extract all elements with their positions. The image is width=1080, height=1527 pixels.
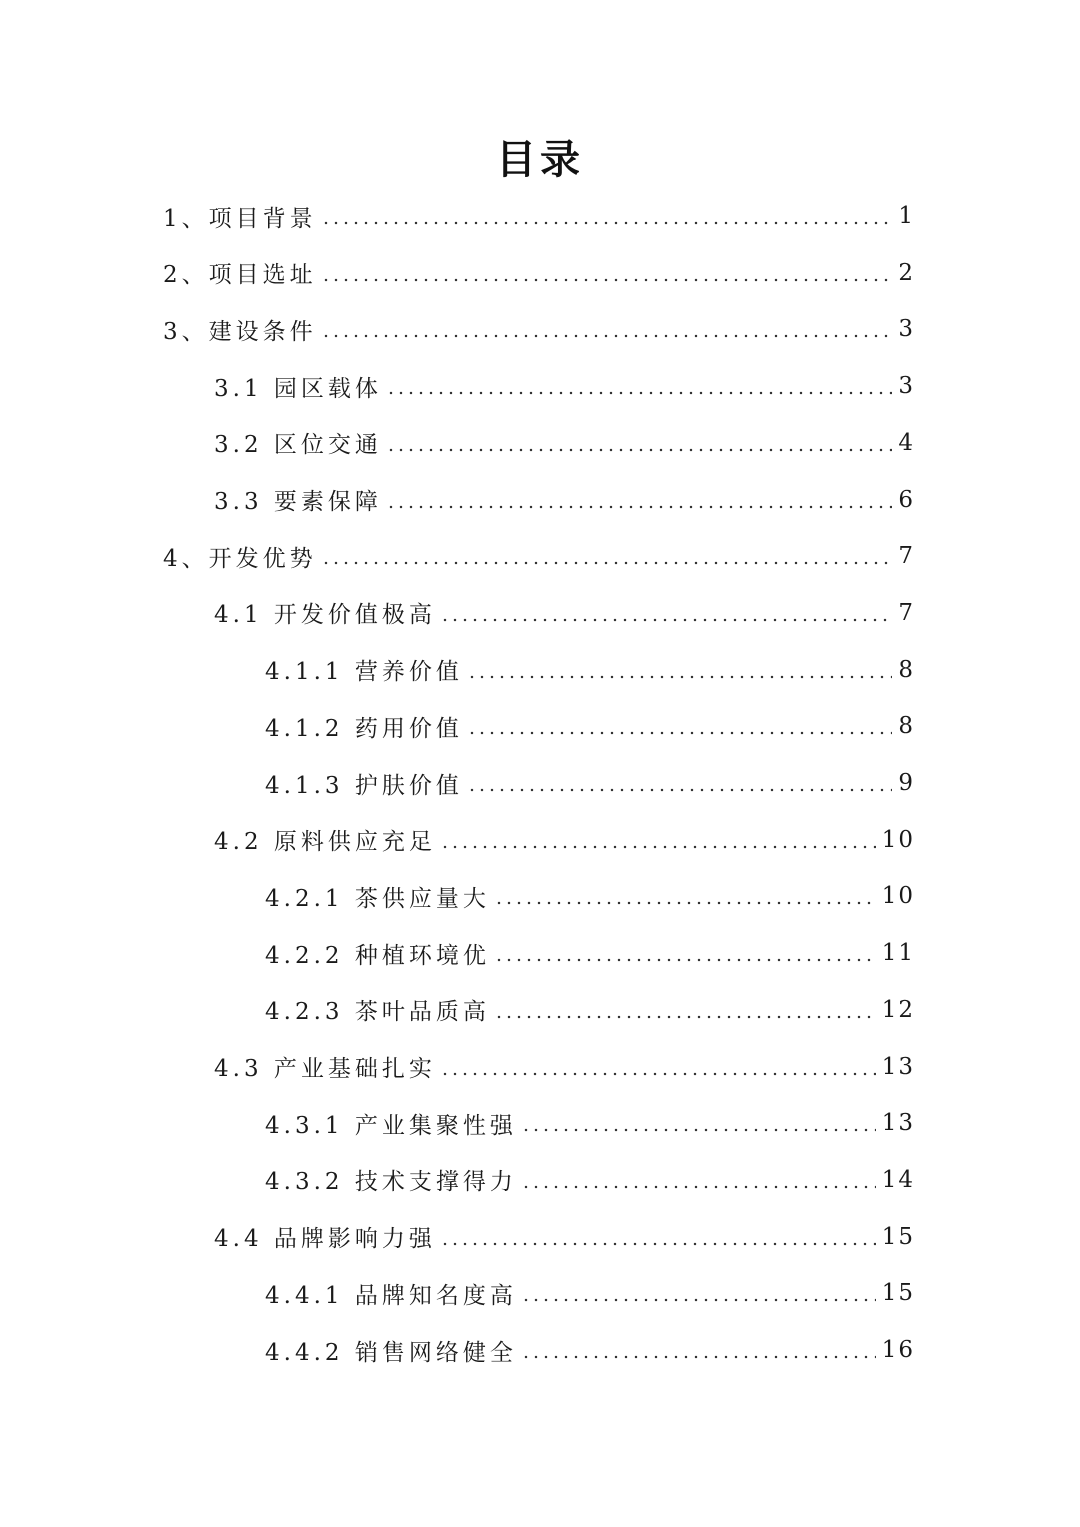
toc-entry[interactable] xyxy=(265,1103,915,1143)
dot-leader xyxy=(467,675,893,679)
dot-leader xyxy=(467,788,893,792)
toc-page-number: 11 xyxy=(881,940,915,967)
toc-entry[interactable] xyxy=(163,253,915,293)
toc-page-number: 13 xyxy=(881,1110,915,1137)
toc-entry-text: 4.2.3 茶叶品质高 xyxy=(265,999,490,1026)
toc-page-number: 6 xyxy=(898,486,915,513)
toc-page-number: 10 xyxy=(881,883,915,910)
toc-entry[interactable] xyxy=(265,1160,915,1200)
toc-entry-text: 4.3.1 产业集聚性强 xyxy=(265,1112,517,1139)
toc-entry-text: 4.2.1 茶供应量大 xyxy=(265,885,490,912)
toc-entry-text: 4.4.2 销售网络健全 xyxy=(265,1339,517,1366)
toc-page-number: 3 xyxy=(898,316,915,343)
dot-leader xyxy=(494,958,876,962)
toc-entry-text: 4.1.2 药用价值 xyxy=(265,715,463,742)
toc-entry-text: 4.1 开发价值极高 xyxy=(214,602,436,629)
toc-entry-text: 3、建设条件 xyxy=(163,318,317,345)
toc-entry[interactable] xyxy=(214,1217,915,1257)
toc-page-number: 3 xyxy=(898,373,915,400)
dot-leader xyxy=(386,505,892,509)
dot-leader xyxy=(521,1185,876,1189)
toc-page-number: 15 xyxy=(881,1280,915,1307)
toc-entry[interactable] xyxy=(163,309,915,349)
dot-leader xyxy=(521,1355,876,1359)
toc-entry-text: 4.3.2 技术支撑得力 xyxy=(265,1169,517,1196)
dot-leader xyxy=(321,221,893,225)
toc-entry[interactable] xyxy=(265,876,915,916)
toc-entry-text: 3.1 园区载体 xyxy=(214,375,382,402)
toc-page-number: 8 xyxy=(898,713,915,740)
dot-leader xyxy=(440,1242,876,1246)
dot-leader xyxy=(440,1072,876,1076)
toc-entry-text: 3.2 区位交通 xyxy=(214,432,382,459)
toc-entry-text: 4、开发优势 xyxy=(163,545,317,572)
toc-page-number: 7 xyxy=(898,599,915,626)
toc-entry-text: 3.3 要素保障 xyxy=(214,489,382,515)
toc-entry-text: 4.4.1 品牌知名度高 xyxy=(265,1282,517,1309)
dot-leader xyxy=(321,561,893,565)
dot-leader xyxy=(440,618,892,622)
toc-page-number: 8 xyxy=(898,656,915,683)
toc-entry[interactable] xyxy=(265,650,915,690)
toc-entry[interactable] xyxy=(214,1047,915,1087)
toc-page-number: 2 xyxy=(898,259,915,286)
toc-entry[interactable] xyxy=(265,1330,915,1370)
toc-entry[interactable] xyxy=(265,1273,915,1313)
toc-page-number: 16 xyxy=(881,1337,915,1363)
toc-page-number: 15 xyxy=(881,1223,915,1250)
dot-leader xyxy=(521,1128,876,1132)
page-title: 目录 xyxy=(496,136,584,183)
toc-page-number: 12 xyxy=(881,996,915,1023)
dot-leader xyxy=(521,1298,876,1302)
toc-entry-text: 4.3 产业基础扎实 xyxy=(214,1056,436,1082)
toc-entry-text: 4.2 原料供应充足 xyxy=(214,829,436,856)
toc-entry[interactable] xyxy=(163,536,915,576)
toc-page-number: 9 xyxy=(898,770,915,796)
toc-page-number: 7 xyxy=(898,543,915,570)
toc-page-number: 4 xyxy=(898,429,915,456)
toc-entry-text: 4.1.3 护肤价值 xyxy=(265,772,463,799)
toc-page-number: 14 xyxy=(881,1166,915,1193)
toc-entry[interactable] xyxy=(265,933,915,973)
toc-page-number: 13 xyxy=(881,1053,915,1080)
toc-entry[interactable] xyxy=(265,990,915,1030)
toc-entry-text: 2、项目选址 xyxy=(163,262,317,289)
toc-entry-text: 4.1.1 营养价值 xyxy=(265,659,463,686)
dot-leader xyxy=(494,1015,876,1019)
dot-leader xyxy=(321,334,893,338)
dot-leader xyxy=(440,845,876,849)
dot-leader xyxy=(321,278,893,282)
toc-entry[interactable] xyxy=(214,593,915,633)
toc-entry[interactable] xyxy=(163,196,915,236)
toc-page-number: 1 xyxy=(898,203,915,229)
toc-entry-text: 4.4 品牌影响力强 xyxy=(214,1226,436,1253)
toc-entry-text: 4.2.2 种植环境优 xyxy=(265,942,490,969)
toc-entry[interactable] xyxy=(214,480,915,520)
toc-page-number: 10 xyxy=(881,826,915,853)
toc-entry[interactable] xyxy=(265,706,915,746)
toc-entry[interactable] xyxy=(214,366,915,406)
toc-entry[interactable] xyxy=(214,423,915,463)
dot-leader xyxy=(386,448,892,452)
toc-entry[interactable] xyxy=(214,820,915,860)
toc-entry[interactable] xyxy=(265,763,915,803)
toc-entry-text: 1、项目背景 xyxy=(163,205,317,232)
dot-leader xyxy=(494,901,876,905)
dot-leader xyxy=(386,391,892,395)
dot-leader xyxy=(467,731,893,735)
